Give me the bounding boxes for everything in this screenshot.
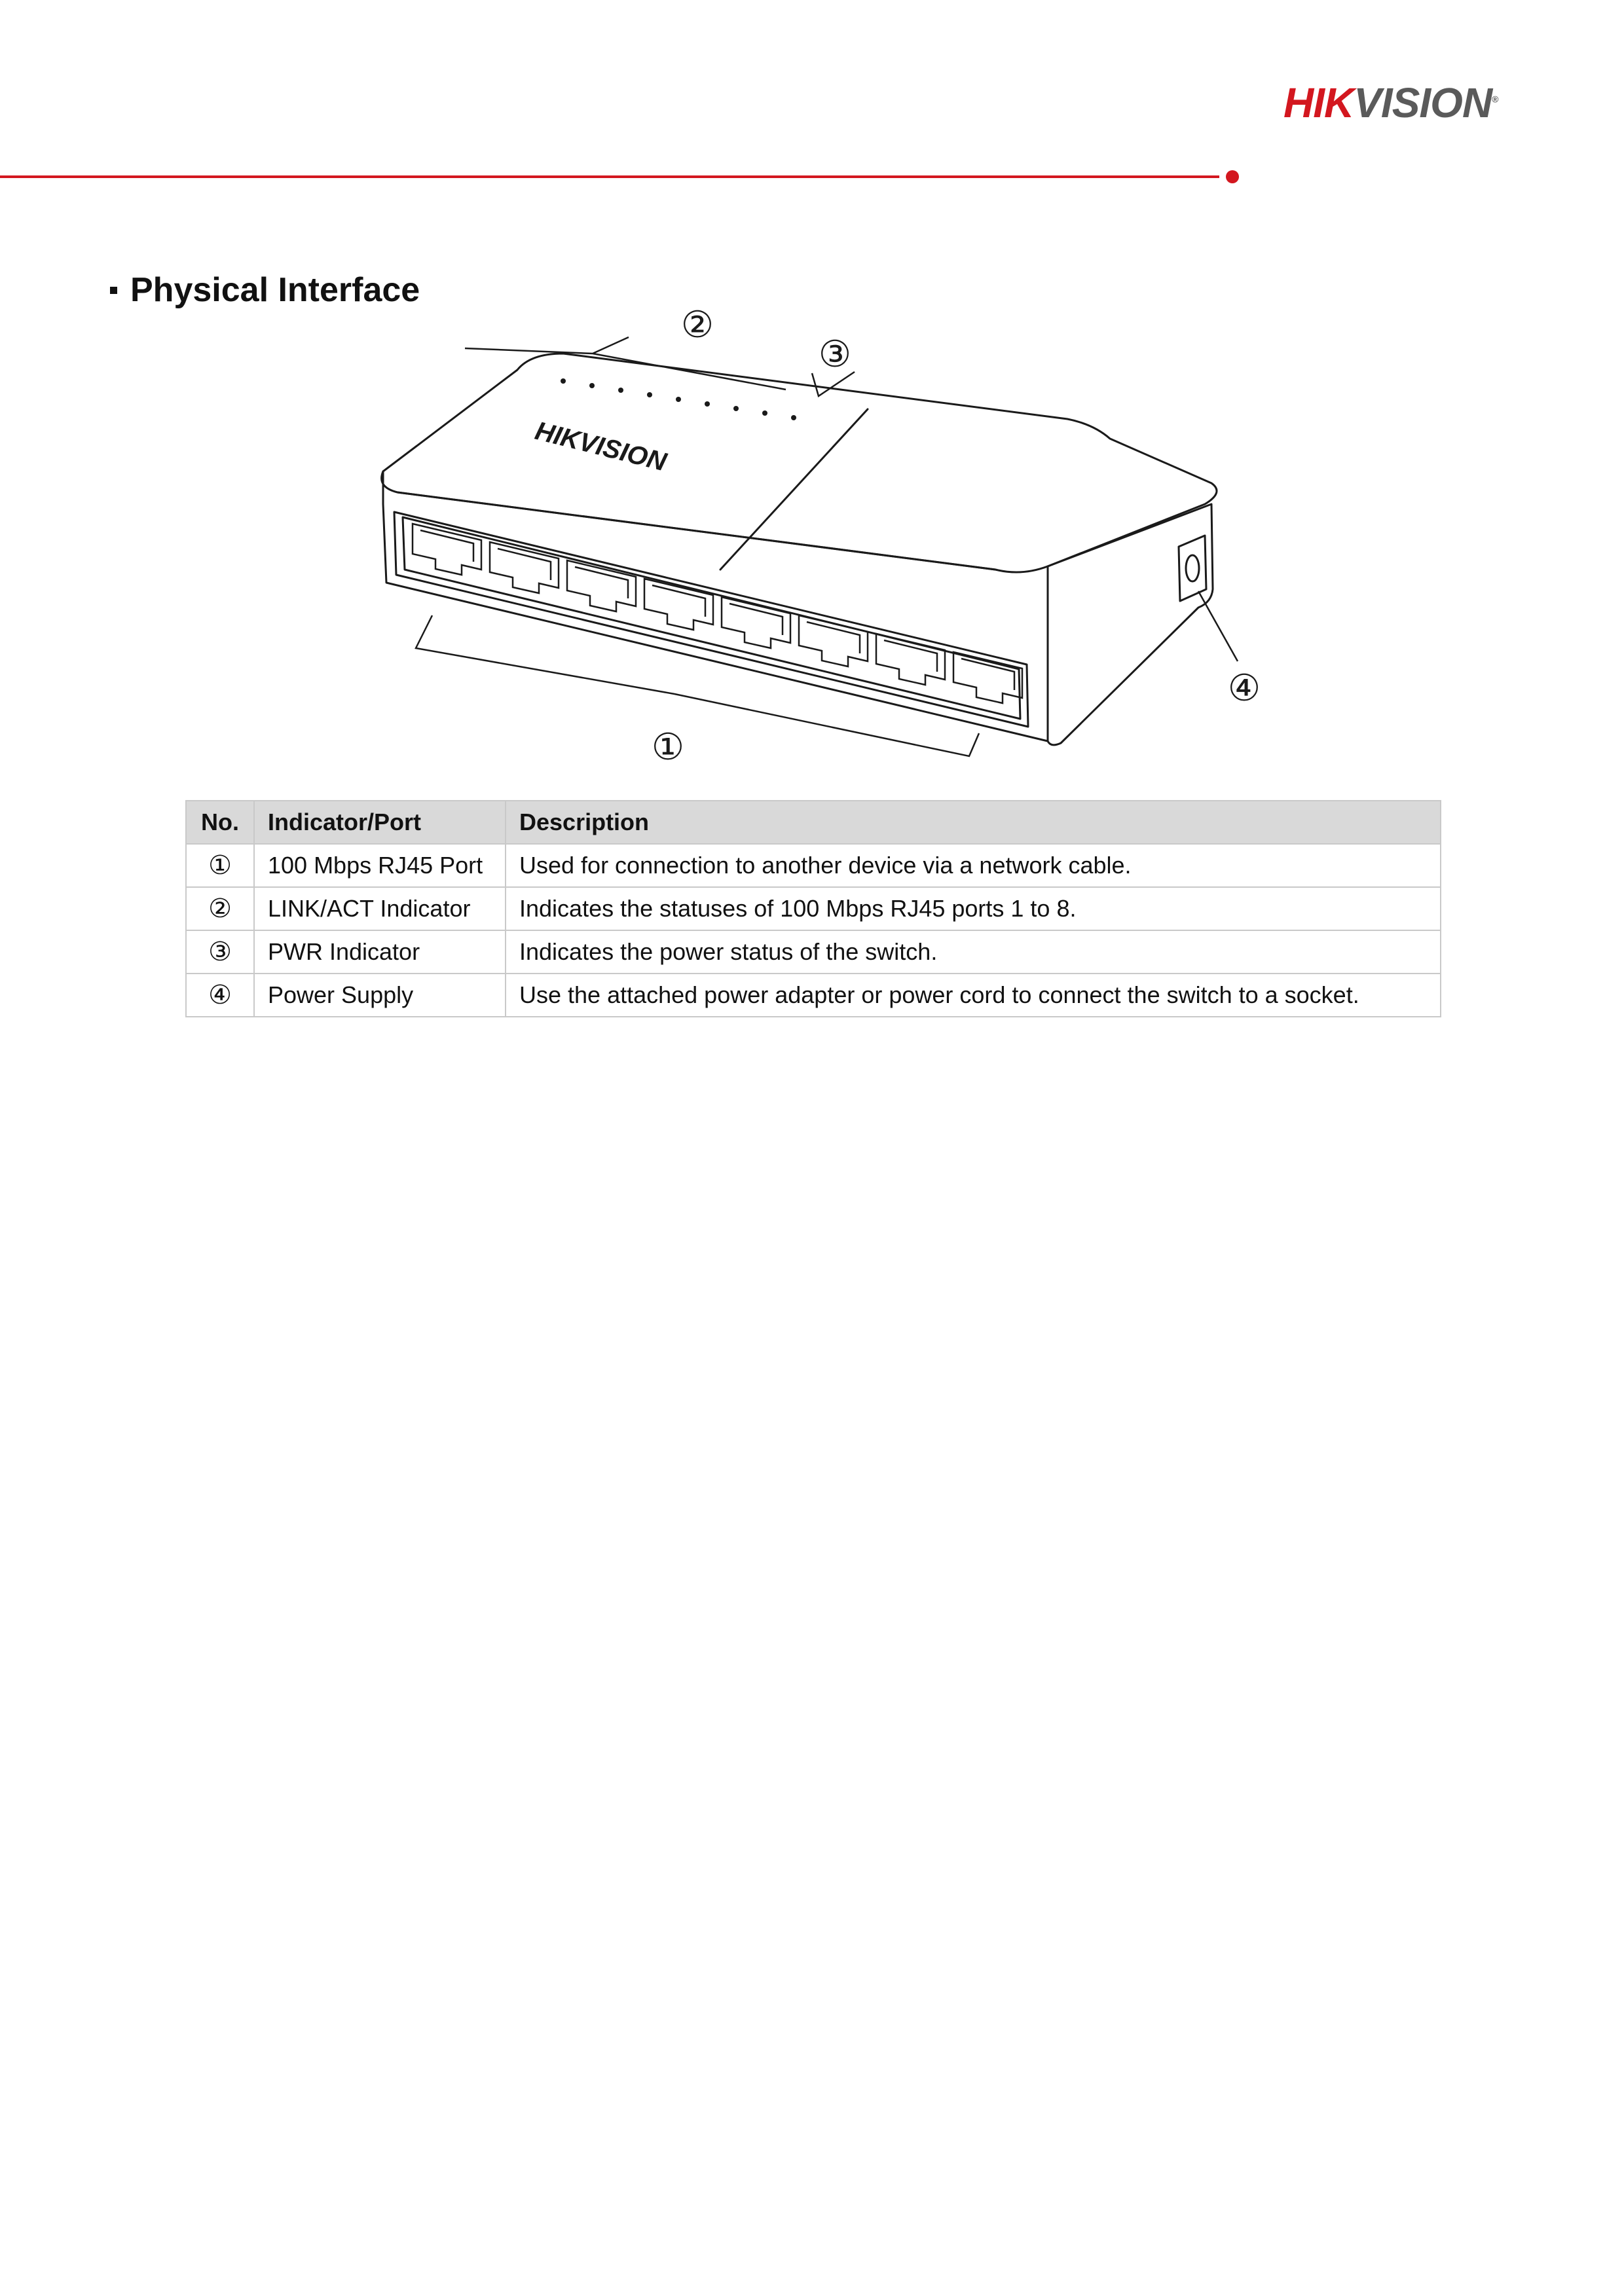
pwr-led bbox=[791, 415, 796, 420]
row-description: Indicates the power status of the switch. bbox=[506, 930, 1441, 974]
device-brand-text: HIKVISION bbox=[532, 416, 669, 477]
callout-1: ① bbox=[651, 726, 685, 769]
row-port: Power Supply bbox=[254, 974, 506, 1017]
callout-3: ③ bbox=[818, 333, 852, 376]
table-row bbox=[186, 844, 1441, 887]
link-act-led bbox=[647, 392, 652, 397]
table-row bbox=[186, 930, 1441, 974]
row-port: LINK/ACT Indicator bbox=[254, 887, 506, 930]
power-socket bbox=[1179, 536, 1206, 601]
header-description: Description bbox=[506, 801, 1441, 844]
table-row bbox=[186, 974, 1441, 1017]
header-rule bbox=[0, 175, 1219, 178]
switch-illustration bbox=[367, 308, 1270, 773]
row-no: ④ bbox=[186, 974, 254, 1017]
row-port: 100 Mbps RJ45 Port bbox=[254, 844, 506, 887]
row-no: ② bbox=[186, 887, 254, 930]
link-act-led bbox=[676, 397, 681, 402]
row-port: PWR Indicator bbox=[254, 930, 506, 974]
section-title bbox=[110, 267, 420, 313]
callout-4: ④ bbox=[1227, 667, 1261, 710]
link-act-led bbox=[561, 378, 566, 384]
table-row bbox=[186, 887, 1441, 930]
link-act-led bbox=[762, 410, 767, 416]
link-act-led bbox=[618, 388, 623, 393]
row-no: ③ bbox=[186, 930, 254, 974]
square-bullet-icon bbox=[110, 287, 117, 294]
link-act-led bbox=[705, 401, 710, 407]
table-header-row bbox=[186, 801, 1441, 844]
row-description: Use the attached power adapter or power cord to connect the switch to a socket. bbox=[506, 974, 1441, 1017]
row-description: Used for connection to another device via a network cable. bbox=[506, 844, 1441, 887]
link-act-led bbox=[589, 383, 595, 388]
row-description: Indicates the statuses of 100 Mbps RJ45 ports 1 to 8. bbox=[506, 887, 1441, 930]
interface-table bbox=[185, 800, 1441, 1017]
switch-side-face bbox=[1048, 504, 1213, 745]
callout-2: ② bbox=[680, 308, 714, 346]
link-act-led bbox=[733, 406, 739, 411]
logo-hik-text: HIK bbox=[1283, 79, 1354, 127]
hikvision-logo bbox=[1283, 73, 1559, 126]
section-title-text: Physical Interface bbox=[130, 271, 420, 309]
header-rule-dot bbox=[1226, 170, 1239, 183]
logo-registered-mark: ® bbox=[1492, 94, 1498, 105]
header-no: No. bbox=[186, 801, 254, 844]
header-port: Indicator/Port bbox=[254, 801, 506, 844]
rj45-port bbox=[953, 652, 1022, 703]
row-no: ① bbox=[186, 844, 254, 887]
logo-vision-text: VISION bbox=[1354, 79, 1492, 127]
